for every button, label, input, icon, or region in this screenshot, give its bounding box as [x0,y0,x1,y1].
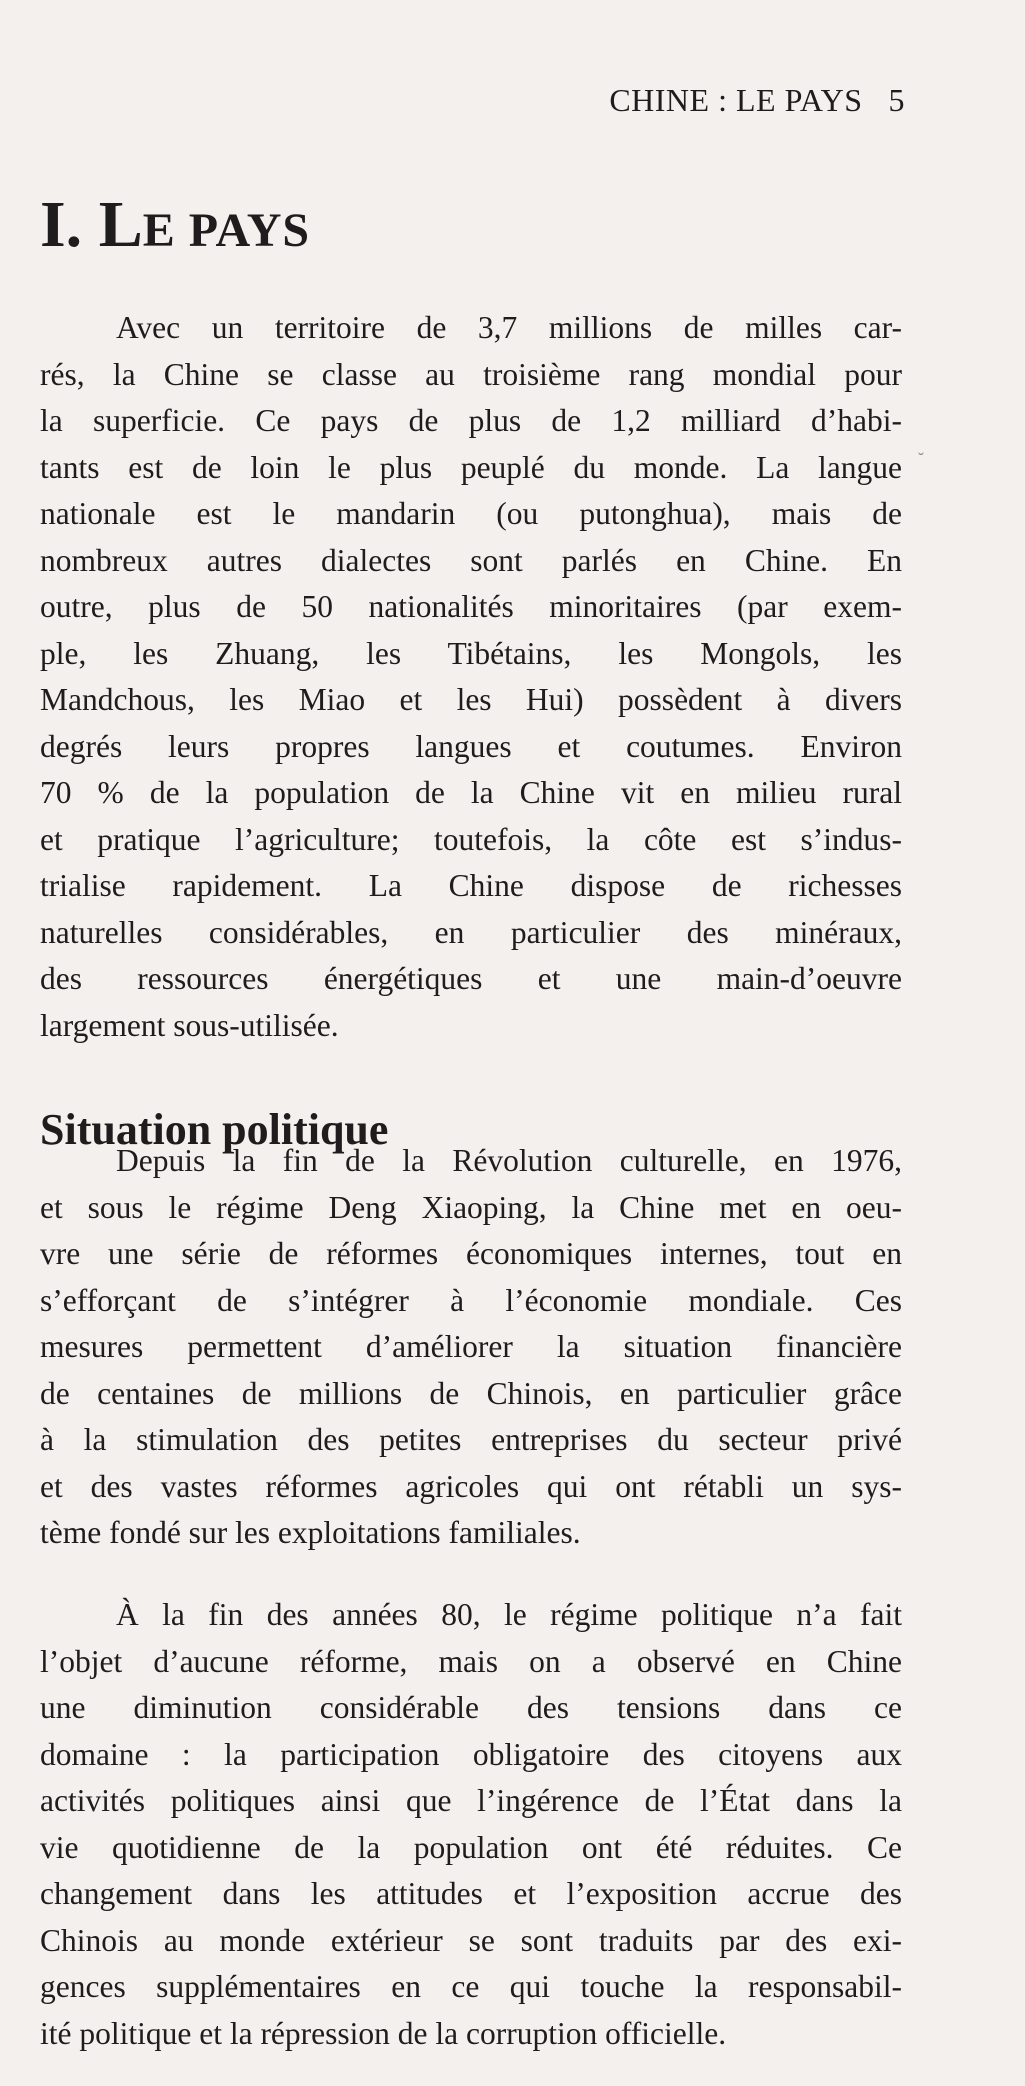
chapter-number: I. [40,188,83,261]
text-line: nationale est le mandarin (ou putonghua), mais de [40,496,902,531]
text-line: Depuis la fin de la Révolution culturelle, en 1976, [116,1143,902,1178]
text-line: 70 % de la population de la Chine vit en milieu rural [40,775,902,810]
text-line: degrés leurs propres langues et coutumes. Environ [40,728,902,764]
text-line: tants est de loin le plus peuplé du monde. La langue [40,449,902,485]
text-line: vre une série de réformes économiques internes, tout en [40,1236,902,1271]
section-paragraph-1 [40,1138,902,1557]
text-line: de centaines de millions de Chinois, en particulier grâce [40,1375,902,1411]
text-line: trialise rapidement. La Chine dispose de richesses [40,868,902,903]
section-heading: Situation politique [40,1105,389,1154]
text-line: et pratique l’agriculture; toutefois, la côte est s’indus- [40,821,902,857]
text-line: Mandchous, les Miao et les Hui) possèdent à divers [40,682,902,717]
text-line: gences supplémentaires en ce qui touche la responsabil- [40,1969,902,2004]
text-line: À la fin des années 80, le régime politique n’a fait [116,1597,902,1632]
text-line: naturelles considérables, en particulier des minéraux, [40,914,902,950]
chapter-title [40,188,311,261]
margin-mark: ˘ [918,449,924,469]
text-line: activités politiques ainsi que l’ingérence de l’État dans la [40,1783,902,1818]
intro-paragraph [40,305,902,1049]
text-line: changement dans les attitudes et l’exposition accrue des [40,1876,902,1911]
running-head [609,82,905,119]
text-line: s’efforçant de s’intégrer à l’économie mondiale. Ces [40,1282,902,1318]
section-paragraph-2 [40,1592,902,2057]
text-line: à la stimulation des petites entreprises du secteur privé [40,1422,902,1457]
chapter-title-rest: E PAYS [142,204,311,257]
text-line: la superficie. Ce pays de plus de 1,2 milliard d’habi- [40,403,902,438]
text-line: ité politique et la répression de la corruption officielle. [40,2015,727,2051]
text-line: Avec un territoire de 3,7 millions de milles car- [116,310,902,345]
page-number: 5 [888,82,905,118]
text-line: largement sous-utilisée. [40,1007,339,1043]
text-line: ple, les Zhuang, les Tibétains, les Mongols, les [40,635,902,671]
text-line: rés, la Chine se classe au troisième rang mondial pour [40,356,902,392]
text-line: domaine : la participation obligatoire des citoyens aux [40,1736,902,1772]
text-line: l’objet d’aucune réforme, mais on a observé en Chine [40,1643,902,1679]
chapter-title-initial: L [98,188,143,261]
text-line: et sous le régime Deng Xiaoping, la Chine met en oeu- [40,1189,902,1225]
text-line: tème fondé sur les exploitations familiales. [40,1515,581,1550]
text-line: mesures permettent d’améliorer la situation financière [40,1329,902,1364]
text-line: outre, plus de 50 nationalités minoritaires (par exem- [40,589,902,624]
text-line: et des vastes réformes agricoles qui ont rétabli un sys- [40,1468,902,1504]
running-head-title: CHINE : LE PAYS [609,82,863,118]
text-line: Chinois au monde extérieur se sont traduits par des exi- [40,1922,902,1958]
text-line: nombreux autres dialectes sont parlés en Chine. En [40,542,902,578]
text-line: une diminution considérable des tensions dans ce [40,1690,902,1725]
text-line: vie quotidienne de la population ont été réduites. Ce [40,1829,902,1865]
text-line: des ressources énergétiques et une main-d’oeuvre [40,961,902,996]
